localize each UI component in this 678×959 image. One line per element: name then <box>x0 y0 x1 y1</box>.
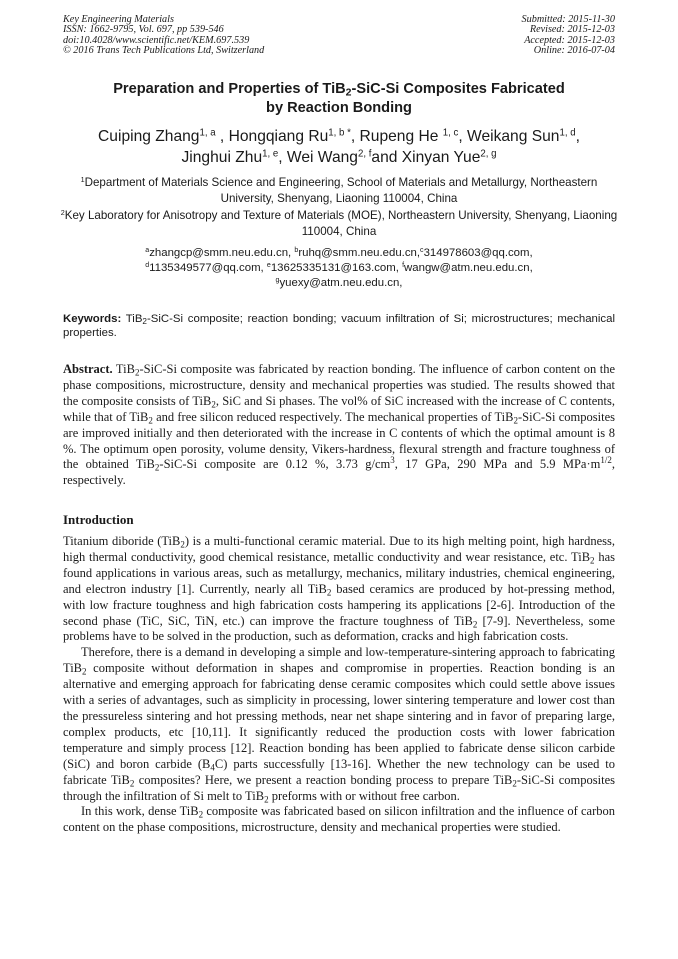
email-list: $^a$zhangcp@smm.neu.edu.cn, $^b$ruhq@smm.neu.edu.cn,$^c$314978603@qq.com, $^d$1135349577@qq.com, $^e$13625335131@163.com, $^f$wangw@atm.neu.edu.cn, $^g$yuexy@atm.neu.edu.cn, <box>145 247 533 290</box>
abstract-block: Abstract. TiB$_2$-SiC-Si composite was fabricated by reaction bonding. The influence of carbon content on the phase compositions, microstructure, density and mechanical properties was studied. The results showed that the composite consists of TiB$_2$, SiC and Si phases. The vol% of SiC increased with the increase of C contents, while that of TiB$_2$ and free silicon reduced respectively. The mechanical properties of TiB$_2$-SiC-Si composites are improved initially and then deteriorated with the increase in C contents of which the optimal amount is 8 %. The optimum open porosity, volume density, Vikers-hardness, flexural strength and fracture toughness of the obtained TiB$_2$-SiC-Si composite are 0.12 %, 3.73 $g/cm^3$, 17 GPa, 290 MPa and 5.9 $MPa\cdot m^{1/2}$, respectively. <box>63 362 616 488</box>
paragraph: In this work, dense TiB$_2$ composite was fabricated based on silicon infiltration and the influence of carbon content on the phase compositions, microstructure, density and mechanical properties were studied. <box>63 804 615 835</box>
author-name: Rupeng He <box>359 128 443 145</box>
affiliation-2: $^2$Key Laboratory for Anisotropy and Texture of Materials (MOE), Northeastern University, Shenyang, Liaoning 110004, China <box>60 208 618 238</box>
paragraph: Titanium diboride (TiB$_2$) is a multi-functional ceramic material. Due to its high melting point, high hardness, high thermal conductivity, good chemical resistance, metallic conductivity and wear resistance, etc. TiB$_2$ has found applications in various areas, such as metallurgy, mechanics, military industries, chemical engineering, and electron industry [1]. Currently, nearly all TiB$_2$ based ceramics are produced by hot-pressing method, with low fracture toughness and high fabrication costs hampering its applications [2-6]. Introduction of the second phase (TiC, SiC, TiN, etc.) can improve the fracture toughness of TiB$_2$ [7-9]. Nevertheless, some problems have to be solved in the production, such as deformation, cracks and high fabrication costs. <box>63 534 616 644</box>
journal-header-left <box>63 15 264 57</box>
email-link[interactable]: 314978603@qq.com, <box>423 247 533 259</box>
email-link[interactable]: 1135349577@qq.com, <box>149 262 267 275</box>
email-link[interactable]: zhangcp@smm.neu.edu.cn, <box>149 247 295 259</box>
email-link[interactable]: 13625335131@163.com, <box>270 262 403 275</box>
affiliation-1: $^1$Department of Materials Science and Engineering, School of Materials and Metallurgy, Northeastern University, Shenyang, Liaoning 110004, China <box>80 175 598 205</box>
revised-date: Revised: 2015-12-03 <box>529 24 615 36</box>
journal-name: Key Engineering Materials <box>63 14 174 25</box>
author-name: Wei Wang <box>286 149 358 166</box>
keywords-block: Keywords: TiB$_2$-SiC-Si composite; reaction bonding; vacuum infiltration of Si; microstructures; mechanical properties. <box>63 313 615 340</box>
section-heading-introduction: Introduction <box>63 512 134 527</box>
author-name: Cuiping Zhang <box>98 128 200 145</box>
author-name: Hongqiang Ru <box>228 128 329 145</box>
email-link[interactable]: wangw@atm.neu.edu.cn, <box>404 262 533 275</box>
paragraph: Therefore, there is a demand in developing a simple and low-temperature-sintering approach to fabricating TiB$_2$ composite without deformation in shapes and compromise in properties. Reaction bonding is an alternative and emerging approach for fabricating dense ceramic composites which could settle above issues with a series of advantages, such as simplicity in processing, lower sintering temperature and lower cost than the pressureless sintering and hot pressing methods, near net shape sintering and in favor of preparing large, complex products, etc [10,11]. It significantly reduced the production costs with lower fabrication temperature and simply process [12]. Reaction bonding has been applied to fabricate dense silicon carbide (SiC) and boron carbide $(B_4C)$ parts successfully [13-16]. Whether the new technology can be used to fabricate TiB$_2$ composites? Here, we present a reaction bonding process to prepare TiB$_2$-SiC-Si composites through the infiltration of Si melt to TiB$_2$ preforms with or without free carbon. <box>63 645 616 804</box>
journal-header-right <box>522 15 615 57</box>
email-link[interactable]: yuexy@atm.neu.edu.cn, <box>279 277 403 290</box>
introduction-body <box>63 534 615 836</box>
issn-line: ISSN: 1662-9795, Vol. 697, pp 539-546 <box>63 24 224 36</box>
submitted-date: Submitted: 2015-11-30 <box>521 14 615 25</box>
paper-title: Preparation and Properties of TiB$_2$-SiC-Si Composites Fabricated by Reaction Bonding <box>113 81 565 116</box>
accepted-date: Accepted: 2015-12-03 <box>524 34 615 46</box>
doi-line: doi:10.4028/www.scientific.net/KEM.697.539 <box>63 34 250 46</box>
email-link[interactable]: ruhq@smm.neu.edu.cn, <box>298 247 421 259</box>
author-name: Weikang Sun <box>467 128 560 145</box>
online-date: Online: 2016-07-04 <box>533 45 615 57</box>
abstract-label: Abstract. <box>63 362 113 376</box>
author-name: Xinyan Yue <box>401 149 481 166</box>
author-name: Jinghui Zhu <box>181 149 263 166</box>
author-list: Cuiping Zhang$^{1, a}$ , Hongqiang $Ru^{1, b *}$, Rupeng He $^{1, c}$, Weikang Sun$^{1, d}$, Jinghui Zhu$^{1, e}$, Wei Wang$^{2, f}$and Xinyan Yue$^{2, g}$ <box>98 127 580 166</box>
keywords-label: Keywords: <box>63 313 122 325</box>
copyright-line: © 2016 Trans Tech Publications Ltd, Switzerland <box>63 45 265 57</box>
